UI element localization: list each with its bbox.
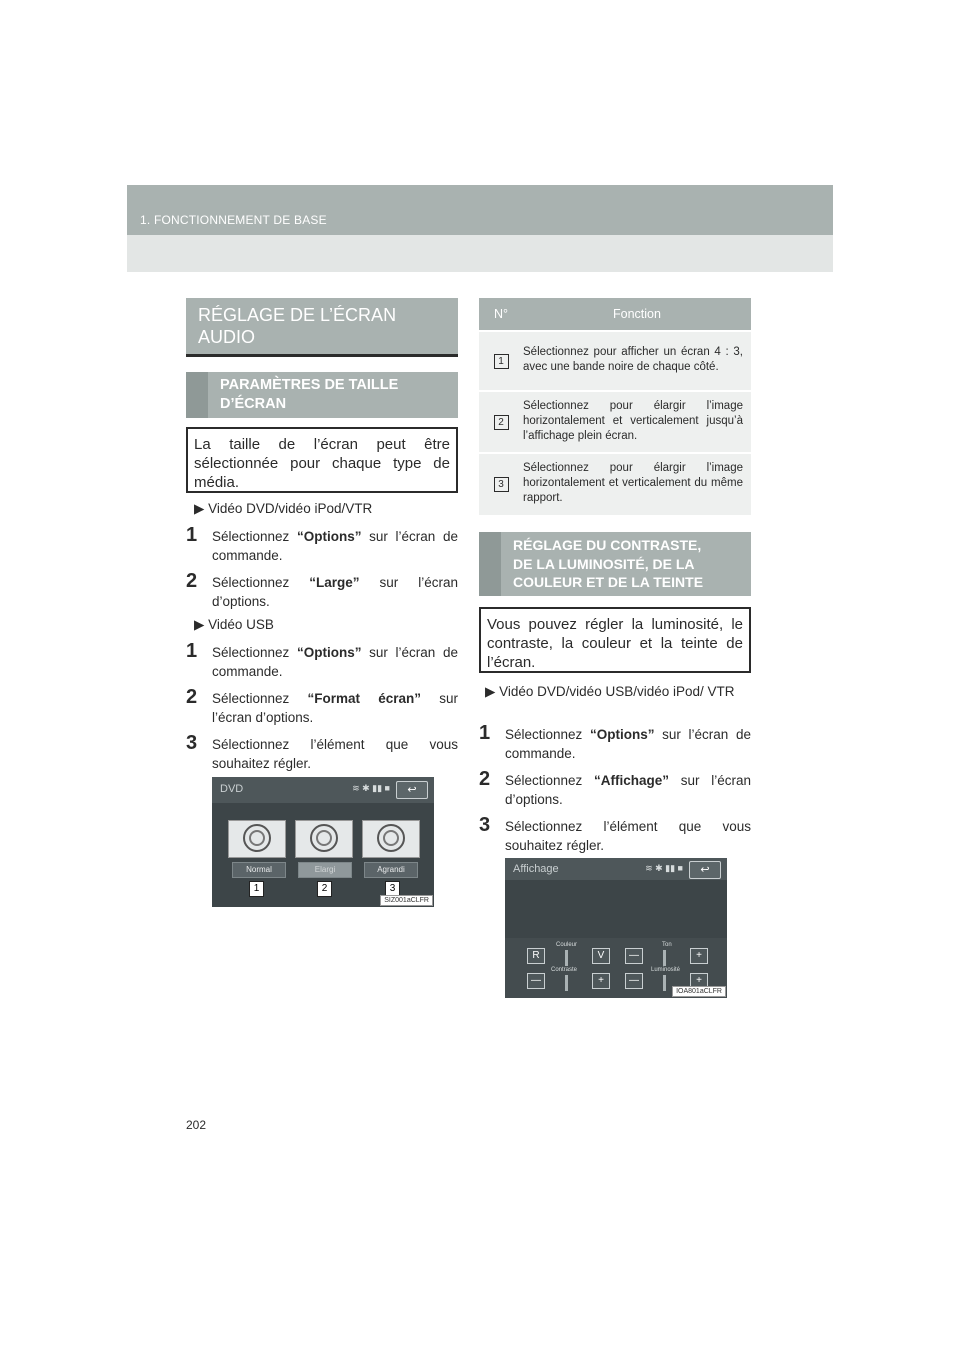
table-row [479,453,751,515]
header-subband [127,235,833,272]
contrast-label: Contraste [551,967,578,973]
wide-preview-image [295,820,353,858]
normal-button[interactable]: Normal [232,862,286,878]
sub-heading [186,372,458,418]
sub-heading-bar [186,372,208,418]
tint-slider[interactable] [663,950,666,966]
sub-heading-line-2: D’ÉCRAN [220,396,287,412]
step-text: Sélectionnez [212,575,310,590]
video-label: ▶ Vidéo DVD/vidéo USB/vidéo iPod/ VTR [485,684,735,699]
page-number: 202 [186,1118,207,1132]
contrast-slider[interactable] [565,975,568,991]
step-number: 2 [479,768,491,790]
step-number: 2 [186,570,198,592]
callout-3: 3 [385,881,400,897]
step-key: “Large” [309,575,360,590]
sub-heading-line-1: PARAMÈTRES DE TAILLE [220,377,399,393]
step-text: Sélectionnez [505,773,595,788]
wide-button[interactable]: Elargi [298,862,352,878]
back-button[interactable]: ↩ [689,861,721,879]
figure-code: SIZ001aCLFR [380,895,433,906]
color-red-button[interactable]: R [527,948,545,964]
row-number: 2 [494,415,509,430]
screen-title: Affichage [513,863,559,875]
contrast-minus-button[interactable]: — [527,973,545,989]
video-label-text: Vidéo DVD/vidéo USB/vidéo iPod/ VTR [499,684,735,699]
row-description: Sélectionnez pour élargir l’image horizontalement et verticalement du même rapport. [523,453,751,515]
step-text: Sélectionnez [505,727,590,742]
step-text-post: sur l’écran de commande. [505,727,751,761]
step-text: Sélectionnez [212,691,308,706]
contrast-heading-line-1: RÉGLAGE DU CONTRASTE, [513,537,702,553]
step-text-post: sur l’écran d’options. [212,691,458,725]
contrast-intro-box: Vous pouvez régler la luminosité, le contraste, la couleur et la teinte de l’écran. [479,607,751,673]
brightness-minus-button[interactable]: — [625,973,643,989]
table-header-function: Fonction [523,298,751,331]
header-band [127,185,833,235]
step-text: Sélectionnez [212,529,297,544]
contrast-heading-line-2: DE LA LUMINOSITÉ, DE LA [513,555,695,572]
contrast-heading-line-3: COULEUR ET DE LA TEINTE [513,574,704,590]
zoom-button[interactable]: Agrandi [364,862,418,878]
step-text: Sélectionnez [212,645,297,660]
usb-label-text: Vidéo USB [208,617,274,632]
dvd-label: ▶ Vidéo DVD/vidéo iPod/VTR [194,501,373,516]
row-number: 1 [494,354,509,369]
section-title: 1. FONCTIONNEMENT DE BASE [140,213,327,227]
step-number: 1 [186,524,198,546]
back-button[interactable]: ↩ [396,781,428,799]
normal-preview-image [228,820,286,858]
step-text: Sélectionnez l’élément que vous souhaitez régler. [505,819,751,853]
contrast-heading-bar [479,532,501,596]
step-key: “Format écran” [307,691,422,706]
status-icons: ≋ ✱ ▮▮ ■ [645,863,683,873]
step-key: “Affichage” [594,773,670,788]
step-text-post: sur l’écran d’options. [505,773,751,807]
tint-minus-button[interactable]: — [625,948,643,964]
status-icons: ≋ ✱ ▮▮ ■ [352,783,390,793]
row-number: 3 [494,477,509,492]
callout-1: 1 [249,881,264,897]
step-number: 2 [186,686,198,708]
step-number: 3 [479,814,491,836]
brightness-slider[interactable] [663,975,666,991]
step-key: “Options” [296,645,362,660]
step-text-post: sur l’écran de commande. [212,529,458,563]
figure-code: IOA801aCLFR [672,986,726,997]
dvd-screen-illustration [212,777,434,907]
intro-box: La taille de l’écran peut être sélectionnée pour chaque type de média. [186,427,458,493]
step-key: “Options” [296,529,362,544]
brightness-label: Luminosité [651,967,681,973]
table-row [479,391,751,453]
function-table [479,298,751,515]
zoom-preview-image [362,820,420,858]
brightness-plus-button[interactable]: + [690,973,708,989]
step-text-post: sur l’écran de commande. [212,645,458,679]
tint-label: Ton [662,942,672,948]
main-heading [186,298,458,357]
step-number: 3 [186,732,198,754]
step-key: “Options” [589,727,655,742]
color-label: Couleur [556,942,578,948]
usb-label: ▶ Vidéo USB [194,617,274,632]
contrast-plus-button[interactable]: + [592,973,610,989]
tint-plus-button[interactable]: + [690,948,708,964]
step-text: Sélectionnez l’élément que vous souhaitez régler. [212,737,458,771]
step-number: 1 [186,640,198,662]
contrast-heading [479,532,751,596]
row-description: Sélectionnez pour élargir l’image horizontalement et verticalement jusqu’à l’affichage plein écran. [523,391,751,453]
display-screen-illustration [505,858,727,998]
screen-title: DVD [220,783,244,795]
color-slider[interactable] [565,950,568,966]
table-header-number: N° [479,298,523,331]
step-number: 1 [479,722,491,744]
main-heading-line-2: AUDIO [198,327,256,347]
callout-2: 2 [317,881,332,897]
step-text-post: sur l’écran d’options. [212,575,458,609]
table-row [479,331,751,391]
dvd-label-text: Vidéo DVD/vidéo iPod/VTR [208,501,373,516]
row-description: Sélectionnez pour afficher un écran 4 : 3, avec une bande noire de chaque côté. [523,331,751,391]
main-heading-line-1: RÉGLAGE DE L’ÉCRAN [198,305,397,325]
color-green-button[interactable]: V [592,948,610,964]
